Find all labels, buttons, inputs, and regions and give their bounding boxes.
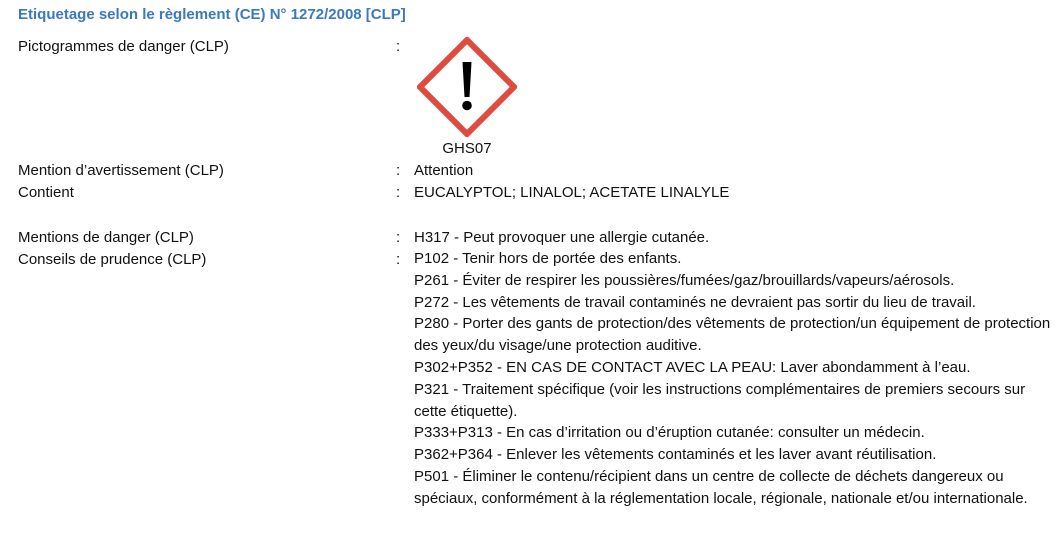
hazard-statements-label: Mentions de danger (CLP) <box>18 229 194 246</box>
precautionary-statement: P321 - Traitement spécifique (voir les instructions complémentaires de premiers secours sur cette étiquette). <box>414 380 1026 420</box>
precautionary-statement: P272 - Les vêtements de travail contaminés ne devraient pas sortir du lieu de travail. <box>414 293 976 311</box>
signal-word-label: Mention d’avertissement (CLP) <box>18 162 224 179</box>
precautionary-statements-label: Conseils de prudence (CLP) <box>18 251 207 268</box>
pictogram-code: GHS07 <box>442 140 492 157</box>
signal-word-value: Attention <box>414 162 474 179</box>
contains-value: EUCALYPTOL; LINALOL; ACETATE LINALYLE <box>414 184 730 201</box>
precautionary-statement: P333+P313 - En cas d’irritation ou d’éruption cutanée: consulter un médecin. <box>414 424 925 442</box>
precautionary-statement: P102 - Tenir hors de portée des enfants. <box>414 250 682 267</box>
precautionary-statement: P302+P352 - EN CAS DE CONTACT AVEC LA PEAU: Laver abondamment à l’eau. <box>414 358 971 376</box>
pictograms-colon: : <box>396 38 401 55</box>
precautionary-statement: P362+P364 - Enlever les vêtements contaminés et les laver avant réutilisation. <box>414 446 937 464</box>
contains-label: Contient <box>18 184 74 201</box>
precautionary-statements-list <box>414 248 1054 510</box>
signal-word-colon: : <box>396 162 401 179</box>
pictograms-label: Pictogrammes de danger (CLP) <box>18 38 229 55</box>
section-title: Etiquetage selon le règlement (CE) N° 1272/2008 [CLP] <box>18 6 406 23</box>
precautionary-statements-colon: : <box>396 251 401 268</box>
precautionary-statement: P280 - Porter des gants de protection/des vêtements de protection/un équipement de protection des yeux/du visage/une protection auditive. <box>414 315 1051 355</box>
exclamation-mark-diamond-icon <box>417 37 517 137</box>
hazard-statements-colon: : <box>396 229 401 246</box>
precautionary-statement: P501 - Éliminer le contenu/récipient dans un centre de collecte de déchets dangereux ou spéciaux, conformément à la réglementation locale, régionale, nationale et/ou internationale. <box>414 467 1028 507</box>
contains-colon: : <box>396 184 401 201</box>
hazard-statement-h317: H317 - Peut provoquer une allergie cutanée. <box>414 229 710 246</box>
precautionary-statement: P261 - Éviter de respirer les poussières/fumées/gaz/brouillards/vapeurs/aérosols. <box>414 271 955 289</box>
